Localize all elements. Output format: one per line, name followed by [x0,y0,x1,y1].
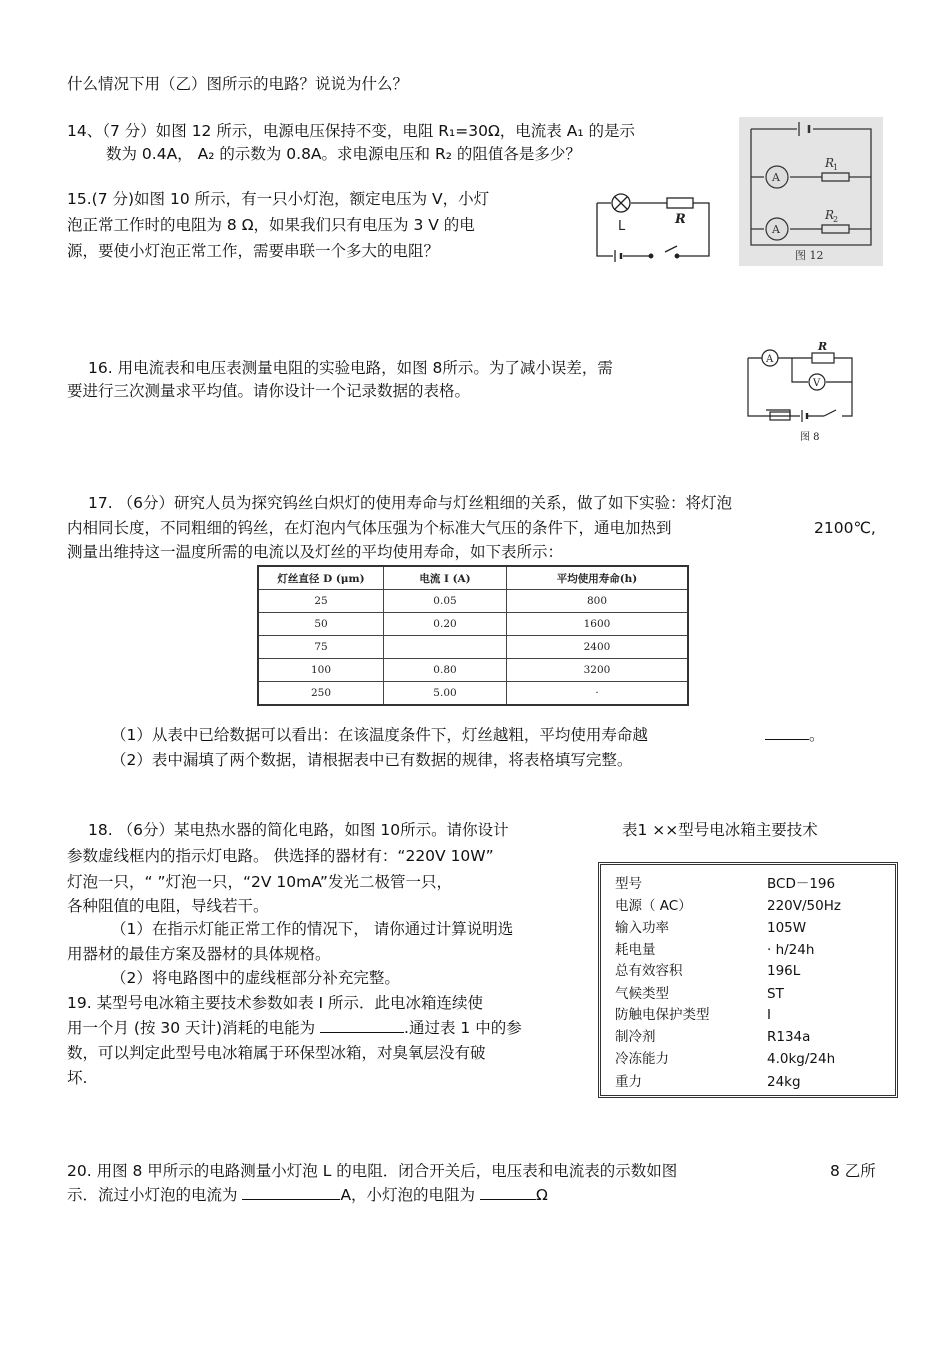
table-cell: 2400 [507,636,689,659]
spec-key: 输入功率 [615,920,669,936]
q15-line1: 15.(7 分)如图 10 所示，有一只小灯泡，额定电压为 V，小灯 [67,190,490,208]
r1-sub: 1 [833,163,839,172]
table-cell: 50 [258,613,384,636]
circuit-diagram-8 [740,340,877,446]
figure-10 [583,190,713,266]
table-row [258,682,688,706]
q14-line1: 14、（7 分）如图 12 所示，电源电压保持不变，电阻 R₁=30Ω，电流表 A₁ 的是示 [67,122,635,140]
q17-sub1: （1）从表中已给数据可以看出：在该温度条件下，灯丝越粗，平均使用寿命越 [111,726,648,744]
q15-line3: 源，要使小灯泡正常工作，需要串联一个多大的电阻？ [67,242,440,260]
table-cell: 5.00 [384,682,507,706]
fridge-spec-table [598,862,898,1098]
resistance-answer-blank[interactable] [480,1185,536,1200]
table-cell: · [507,682,689,706]
resistor-label: R [675,212,686,227]
table-cell: 100 [258,659,384,682]
q18-line1: 18. （6分）某电热水器的简化电路，如图 10所示。请你设计 [88,821,509,839]
q18-line6: 用器材的最佳方案及器材的具体规格。 [67,945,331,963]
energy-answer-blank[interactable] [320,1018,404,1033]
q16-line2: 要进行三次测量求平均值。请你设计一个记录数据的表格。 [67,382,471,400]
ammeter-label: A [766,354,774,365]
r2-sub: 2 [833,215,839,224]
q17-line3: 测量出维持这一温度所需的电流以及灯丝的平均使用寿命，如下表所示： [67,543,564,561]
q19-line4: 坏. [67,1069,88,1087]
q19-line3: 数，可以判定此型号电冰箱属于环保型冰箱，对臭氧层没有破 [67,1044,486,1062]
q18-line2: 参数虚线框内的指示灯电路。 供选择的器材有：“220V 10W” [67,847,494,865]
current-answer-blank[interactable] [242,1185,340,1200]
spec-value: ST [767,986,784,1002]
q17-line1: 17. （6分）研究人员为探究钨丝白炽灯的使用寿命与灯丝粗细的关系，做了如下实验：将灯泡 [88,494,732,512]
spec-key: 型号 [615,876,642,892]
spec-key: 耗电量 [615,942,656,958]
circuit-diagram-10 [583,190,713,266]
q19-line2 [67,1017,522,1039]
q20-line2 [67,1184,548,1206]
intro-line: 什么情况下用（乙）图所示的电路？说说为什么？ [67,75,409,93]
q20-line2-end: Ω [536,1186,548,1204]
figure-8 [740,340,877,446]
q15-line2: 泡正常工作时的电阻为 8 Ω，如果我们只有电压为 3 V 的电 [67,216,475,234]
spec-value: 196L [767,963,801,979]
ammeter2-label: A [772,223,780,236]
spec-key: 气候类型 [615,986,669,1002]
spec-value: 220V/50Hz [767,898,841,914]
q19-line2-start: 用一个月 (按 30 天计)消耗的电能为 [67,1019,316,1037]
q17-sub2: （2）表中漏填了两个数据，请根据表中已有数据的规律，将表格填写完整。 [111,751,633,769]
spec-value: R134a [767,1029,811,1045]
q18-line5: （1）在指示灯能正常工作的情况下， 请你通过计算说明选 [111,920,514,938]
spec-key: 制冷剂 [615,1029,656,1045]
table-cell-blank [384,636,507,659]
spec-value: · h/24h [767,942,815,958]
spec-key: 重力 [615,1074,642,1090]
header-current: 电流 I (A) [384,566,507,590]
spec-key: 冷冻能力 [615,1051,669,1067]
figure-12 [739,117,883,266]
r1-label: R [825,156,835,170]
voltmeter-label: V [813,378,821,389]
table-cell: 0.80 [384,659,507,682]
q16-line1: 16. 用电流表和电压表测量电阻的实验电路，如图 8所示。为了减小误差，需 [88,359,613,377]
q19-line1: 19. 某型号电冰箱主要技术参数如表 I 所示．此电冰箱连续使 [67,994,484,1012]
r-label: R [818,340,828,353]
table-cell: 25 [258,590,384,613]
header-diameter: 灯丝直径 D (μm) [258,566,384,590]
spec-value: 105W [767,920,807,936]
lamp-label: L [618,219,626,234]
header-lifetime: 平均使用寿命(h) [507,566,689,590]
q14-line2: 数为 0.4A， A₂ 的示数为 0.8A。求电源电压和 R₂ 的阻值各是多少？ [106,145,581,163]
ammeter1-label: A [772,171,780,184]
answer-blank[interactable] [765,725,809,740]
q17-sub1-end: 。 [809,726,825,744]
q18-line3: 灯泡一只，“ ”灯泡一只，“2V 10mA”发光二极管一只， [67,873,452,891]
table-cell: 75 [258,636,384,659]
spec-key: 防触电保护类型 [615,1007,710,1023]
table-row [258,613,688,636]
q20-line1: 20. 用图 8 甲所示的电路测量小灯泡 L 的电阻．闭合开关后，电压表和电流表的示数如图 [67,1162,678,1180]
table-row [258,590,688,613]
q20-line1-end: 8 乙所 [830,1162,876,1180]
spec-key: 电源（ AC） [615,898,692,914]
circuit-diagram-12 [739,117,883,266]
figure-8-caption: 图 8 [800,432,820,443]
figure-12-caption: 图 12 [795,249,824,262]
table-row [258,636,688,659]
table-header-row [258,566,688,590]
spec-value: 4.0kg/24h [767,1051,836,1067]
table-cell: 3200 [507,659,689,682]
table-cell: 250 [258,682,384,706]
table-cell: 800 [507,590,689,613]
q19-line2-end: .通过表 1 中的参 [404,1019,522,1037]
spec-value: 24kg [767,1074,801,1090]
spec-value: BCD－196 [767,876,836,892]
q20-line2-mid: A，小灯泡的电阻为 [340,1186,476,1204]
q17-sub1-answer [765,724,825,746]
q17-temperature: 2100℃, [814,519,876,537]
q18-line4: 各种阻值的电阻，导线若干。 [67,897,269,915]
table-cell: 0.20 [384,613,507,636]
table-cell: 0.05 [384,590,507,613]
q20-line2-start: 示．流过小灯泡的电流为 [67,1186,238,1204]
spec-value: I [767,1007,771,1023]
table-cell: 1600 [507,613,689,636]
q17-line2: 内相同长度，不同粗细的钨丝，在灯泡内气体压强为个标准大气压的条件下，通电加热到 [67,519,672,537]
r2-label: R [825,208,835,222]
filament-data-table [257,565,689,706]
spec-key: 总有效容积 [615,963,683,979]
table-row [258,659,688,682]
spec-table-title: 表1 ××型号电冰箱主要技术 [622,821,818,839]
q18-line7: （2）将电路图中的虚线框部分补充完整。 [111,969,400,987]
